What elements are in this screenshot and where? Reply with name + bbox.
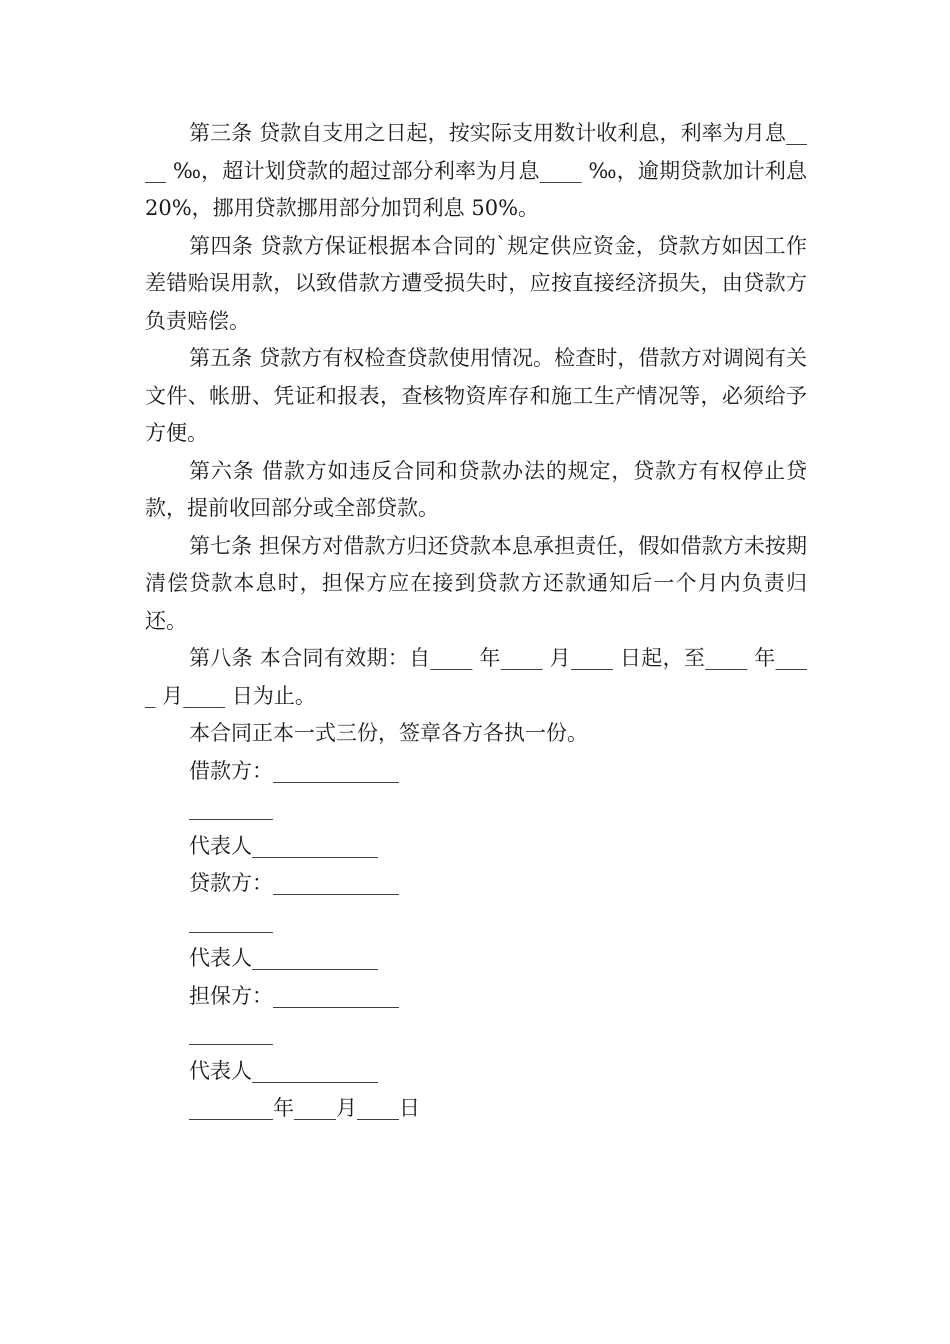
lender-blank-line: ________ [189,908,273,933]
clause-3: 第三条 贷款自支用之日起，按实际支用数计收利息，利率为月息____ ‰，超计划贷款的超过部分利率为月息____ ‰，逾期贷款加计利息 20%，挪用贷款挪用部分加罚利息 50%。 [145,121,807,220]
borrower-blank-line: ________ [189,796,273,820]
guarantor-line: 担保方：____________ [189,983,399,1008]
borrower-representative-line: 代表人____________ [189,833,378,858]
lender-line: 贷款方：____________ [189,871,399,895]
date-line: ________年____月____日 [189,1096,420,1120]
document-page [145,115,807,1128]
copies-statement: 本合同正本一式三份，签章各方各执一份。 [189,721,588,745]
signature-block [145,753,807,1128]
clause-6: 第六条 借款方如违反合同和贷款办法的规定，贷款方有权停止贷款，提前收回部分或全部贷款。 [145,458,807,520]
borrower-line: 借款方：____________ [189,758,399,783]
clause-8: 第八条 本合同有效期：自____ 年____ 月____ 日起，至____ 年____ 月____ 日为止。 [145,646,807,708]
lender-representative-line: 代表人____________ [189,946,378,970]
clause-7: 第七条 担保方对借款方归还贷款本息承担责任，假如借款方未按期清偿贷款本息时，担保方应在接到贷款方还款通知后一个月内负责归还。 [145,533,807,633]
guarantor-blank-line: ________ [189,1021,273,1045]
clause-4: 第四条 贷款方保证根据本合同的`规定供应资金，贷款方如因工作差错贻误用款，以致借款方遭受损失时，应按直接经济损失，由贷款方负责赔偿。 [145,233,807,333]
clause-5: 第五条 贷款方有权检查贷款使用情况。检查时，借款方对调阅有关文件、帐册、凭证和报表，查核物资库存和施工生产情况等，必须给予方便。 [145,346,807,445]
guarantor-representative-line: 代表人____________ [189,1058,378,1083]
